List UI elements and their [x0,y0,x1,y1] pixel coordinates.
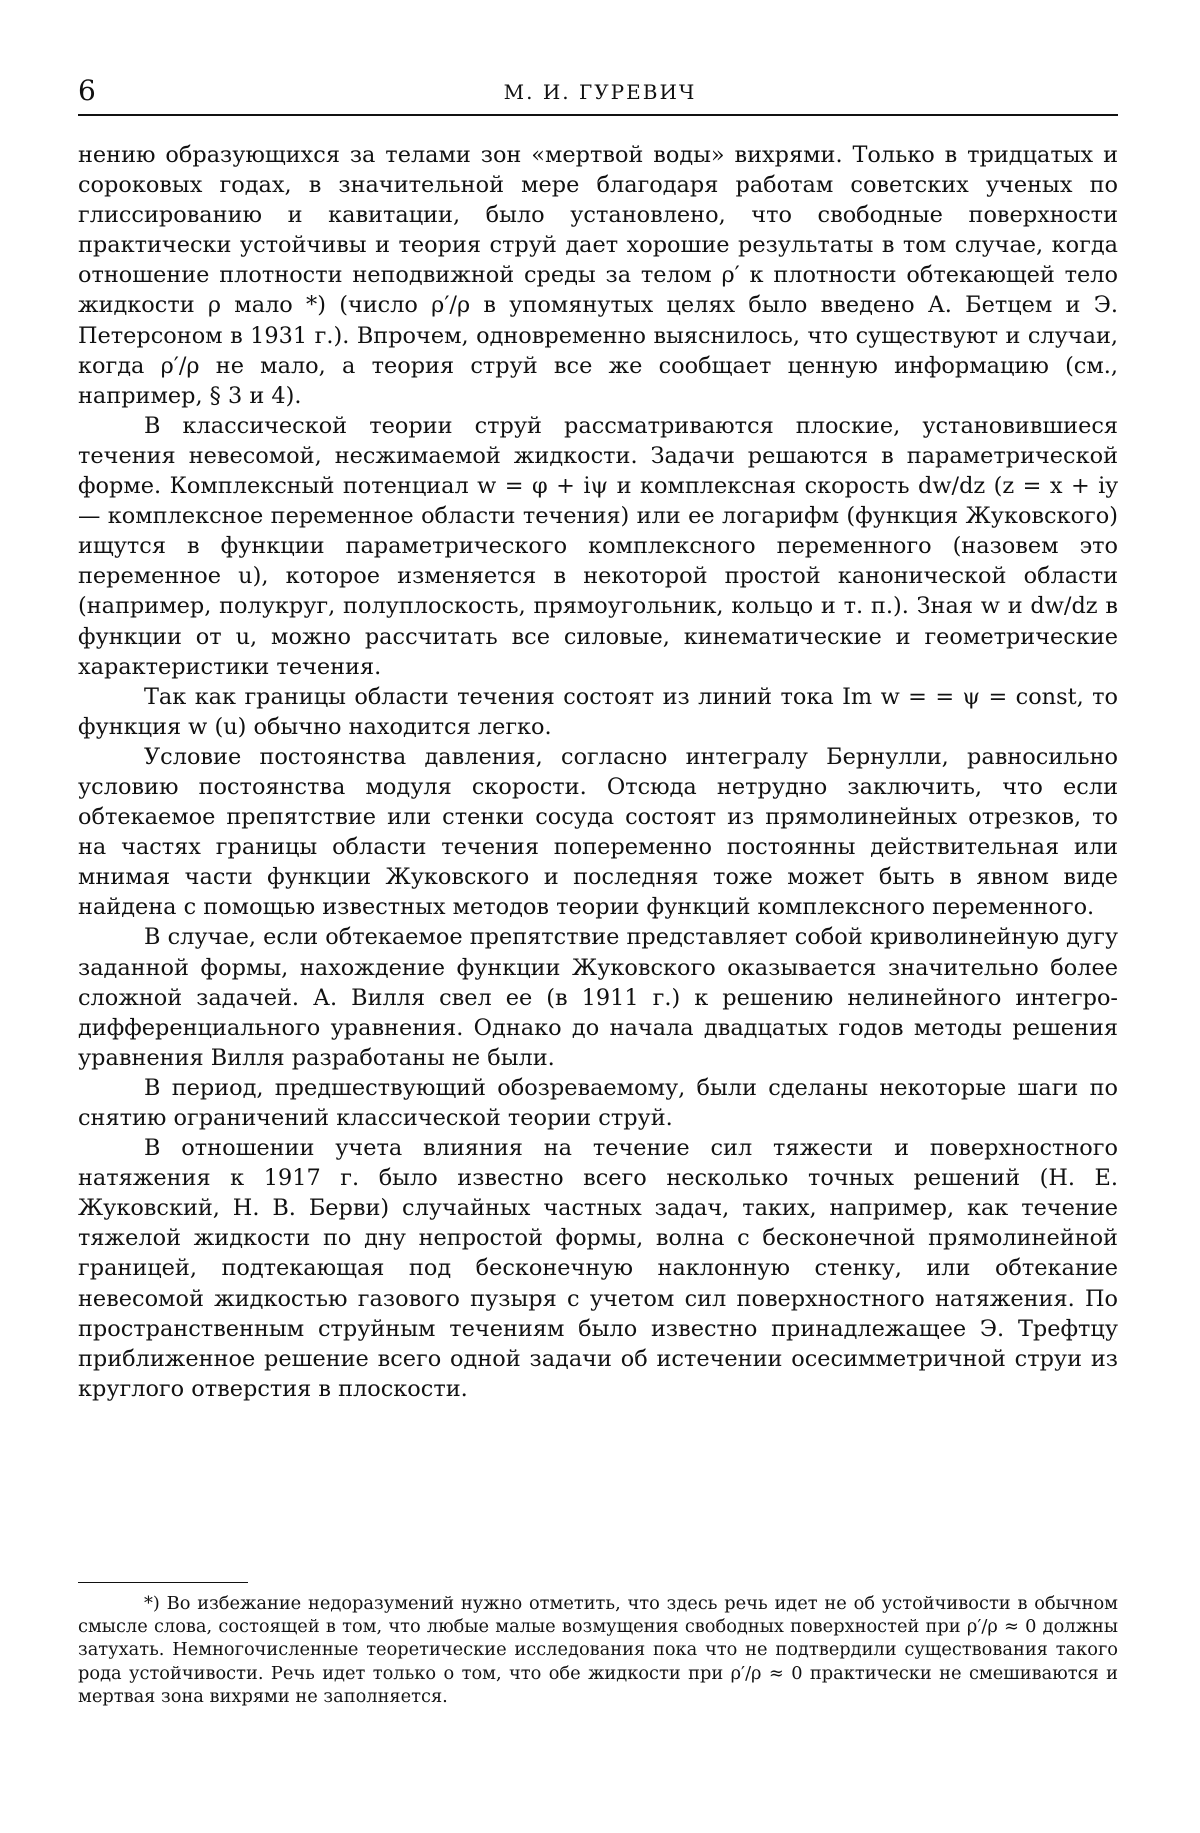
page-header [78,70,1122,110]
footnote [78,1592,1118,1708]
paragraph-7: В отношении учета влияния на течение сил тяжести и поверхностного натяжения к 1917 г. было известно всего несколько точных решений (Н. Е. Жуковский, Н. В. Берви) случайных частных задач, таких, например, как течение тяжелой жидкости по дну непростой формы, волна с бесконечной прямолинейной границей, подтекающая под бесконечную наклонную стенку, или обтекание невесомой жидкостью газового пузыря с учетом сил поверхностного натяжения. По пространственным струйным течениям было известно принадлежащее Э. Трефтцу приближенное решение всего одной задачи об истечении осесимметричной струи из круглого отверстия в плоскости. [78,1135,1118,1402]
footnote-text: *) Во избежание недоразумений нужно отметить, что здесь речь идет не об устойчивости в обычном смысле слова, состоящей в том, что любые малые возмущения свободных поверхностей при ρ′/ρ ≈ 0 должны затухать. Немногочисленные теоретические исследования пока что не подтвердили существования такого рода устойчивости. Речь идет только о том, что обе жидкости при ρ′/ρ ≈ 0 практически не смешиваются и мертвая зона вихрями не заполняется. [78,1593,1118,1707]
page-number: 6 [78,74,96,107]
paragraph-1: нению образующихся за телами зон «мертвой воды» вихрями. Только в тридцатых и сороковых годах, в значительной мере благодаря работам советских ученых по глиссированию и кавитации, было установлено, что свободные поверхности практически устойчивы и теория струй дает хорошие результаты в том случае, когда отношение плотности неподвижной среды за телом ρ′ к плотности обтекающей тело жидкости ρ мало *) (число ρ′/ρ в упомянутых целях было введено А. Бетцем и Э. Петерсоном в 1931 г.). Впрочем, одновременно выяснилось, что существуют и случаи, когда ρ′/ρ не мало, а теория струй все же сообщает ценную информацию (см., например, § 3 и 4). [78,142,1118,409]
main-text [78,140,1118,1404]
paragraph-6: В период, предшествующий обозреваемому, были сделаны некоторые шаги по снятию ограничений классической теории струй. [78,1074,1118,1131]
paragraph-5: В случае, если обтекаемое препятствие представляет собой криволинейную дугу заданной формы, нахождение функции Жуковского оказывается значительно более сложной задачей. А. Вилля свел ее (в 1911 г.) к решению нелинейного интегро-дифференциального уравнения. Однако до начала двадцатых годов методы решения уравнения Вилля разработаны не были. [78,924,1118,1071]
paragraph-3: Так как границы области течения состоят из линий тока Im w = = ψ = const, то функция w (u) обычно находится легко. [78,683,1118,740]
running-head: М. И. ГУРЕВИЧ [503,80,697,104]
footnote-rule [78,1582,248,1583]
paragraph-4: Условие постоянства давления, согласно интегралу Бернулли, равносильно условию постоянства модуля скорости. Отсюда нетрудно заключить, что если обтекаемое препятствие или стенки сосуда состоят из прямолинейных отрезков, то на частях границы области течения попеременно постоянны действительная или мнимая части функции Жуковского и последняя тоже может быть в явном виде найдена с помощью известных методов теории функций комплексного переменного. [78,743,1118,921]
paragraph-2: В классической теории струй рассматриваются плоские, установившиеся течения невесомой, несжимаемой жидкости. Задачи решаются в параметрической форме. Комплексный потенциал w = φ + iψ и комплексная скорость dw/dz (z = x + iy — комплексное переменное области течения) или ее логарифм (функция Жуковского) ищутся в функции параметрического комплексного переменного (назовем это переменное u), которое изменяется в некоторой простой канонической области (например, полукруг, полуплоскость, прямоугольник, кольцо и т. п.). Зная w и dw/dz в функции от u, можно рассчитать все силовые, кинематические и геометрические характеристики течения. [78,412,1118,680]
header-rule [78,114,1118,116]
